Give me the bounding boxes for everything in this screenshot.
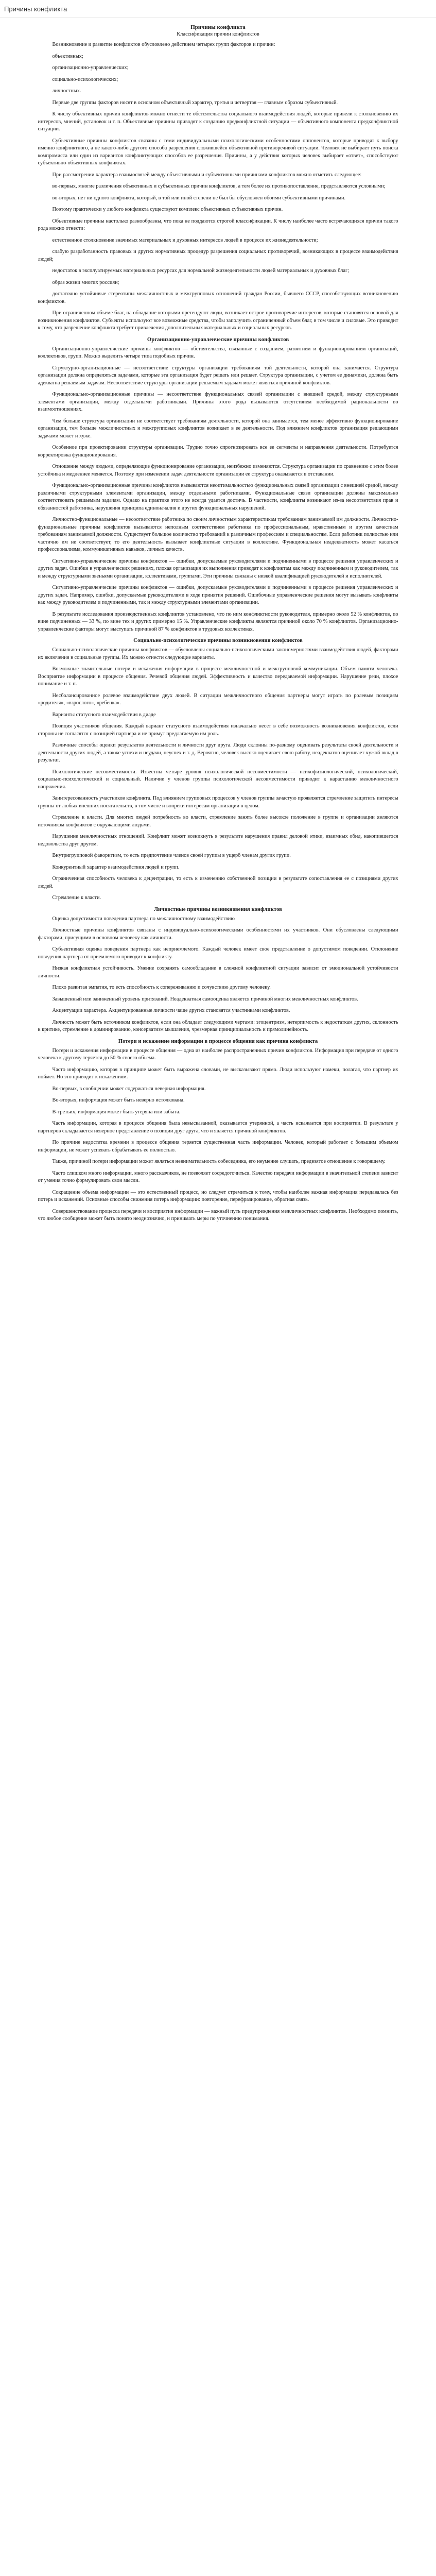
paragraph: Часто слишком много информации, много рассказчиков, не позволяет сосредоточиться. Качество передачи информации в значительной степени зависит от умения точно формулировать свои мысли.: [38, 1170, 398, 1183]
paragraph: Особенное при проектировании структуры организации. Трудно точно спрогнозировать все ее сегменты и направления деятельности. Потребуется корректировка функционирования.: [38, 445, 398, 458]
paragraph: Позиция участников общения. Каждый вариант статусного взаимодействия изначально несет в себе возможность возникновения конфликтов, если стороны не согласятся с позицией партнера и не примут предлагаемую им роль.: [38, 723, 398, 737]
paragraph: Также, причиной потери информации может являться невнимательность собеседника, его неумение слушать, предвзятое отношение к говорящему.: [52, 1159, 386, 1164]
paragraph: образ жизни многих россиян;: [52, 279, 119, 285]
paragraph: При ограниченном объеме благ, на обладание которыми претендуют люди, возникает острое противоречие интересов, которые становятся основой для возникновения конфликтов. Субъекты используют все возможные средства, чтобы заполучить ограниченный объем благ, в том числе и силовые. Это приводит к тому, что разрешение конфликта требует привлечения дополнительных материальных и социальных ресурсов.: [38, 310, 398, 331]
paragraph: социально-психологических;: [52, 76, 118, 82]
paragraph: Объективные причины настолько разнообразны, что пока не поддаются строгой классификации. К числу наиболее часто встречающихся причин такого рода можно отнести:: [38, 218, 398, 231]
section-heading: Социально-психологические причины возникновения конфликтов: [133, 637, 303, 643]
paragraph: личностных.: [52, 88, 81, 94]
paragraph: Внутригрупповой фаворитизм, то есть предпочтение членов своей группы в ущерб членам других групп.: [52, 853, 291, 858]
paragraph: В результате исследования производственных конфликтов установлено, что по ним конфликтности руководителя, примерно около 52 % конфликтов, по вине подчиненных — 33 %, по вине тех и других примерно 15 %. Управленческие конфликты являются причиной около 70 % конфликтов. Организационно-управленческие факторы могут выступать причиной 87 % конфликтов в трудовых коллективах.: [38, 611, 398, 632]
paragraph: Стремление к власти. Для многих людей потребность во власти, стремление занять более высокое положение в группе и организации являются источником конфликтов с окружающими людьми.: [38, 815, 398, 828]
paragraph: Низкая конфликтная устойчивость. Умение сохранять самообладание в сложной конфликтной ситуации зависит от эмоциональной устойчивости личности.: [38, 965, 398, 979]
paragraph: В-третьих, информация может быть утеряна или забыта.: [52, 1109, 181, 1115]
paragraph: во-вторых, нет ни одного конфликта, который, в той или иной степени не был бы обусловлен обоими субъективными причинами.: [52, 195, 346, 201]
paragraph: Личность может быть источником конфликтов, если она обладает следующими чертами: эгоцентризм, нетерпимость к недостаткам других, склонность к критике, стремление к доминированию, консерватизм мышления, чрезмерная принципиальность и прямолинейность.: [38, 1019, 398, 1032]
paragraph: Возможные значительные потери и искажения информации в процессе межличностной и межгрупповой коммуникации. Объем памяти человека. Восприятие информации в процессе общения. Речевой общения людей. Эффективность и качество передаваемой информации. Нарушение речи, плохое понимание и т. п.: [38, 666, 398, 687]
window-titlebar: [0, 0, 436, 18]
paragraph: Возникновение и развитие конфликтов обусловлено действием четырех групп факторов и причин:: [52, 42, 275, 47]
paragraph: Поэтому практически у любого конфликта существуют комплекс объективных субъективных причин.: [52, 207, 283, 212]
document-content: [38, 22, 398, 2576]
paragraph: По причине недостатка времени в процессе общения теряется существенная часть информации. Человек, который работает с большим объемом информации, не может успевать обрабатывать ее полностью.: [38, 1140, 398, 1153]
paragraph: объективных;: [52, 53, 83, 59]
paragraph: Плохо развитая эмпатия, то есть способность к сопереживанию и сочувствию другому человеку.: [52, 985, 271, 990]
paragraph: Субъективная оценка поведения партнера как неприемлемого. Каждый человек имеет свое представление о допустимом поведении. Отклонение поведения партнера от приемлемого приводит к конфликту.: [38, 946, 398, 960]
paragraph: При рассмотрении характера взаимосвязей между объективными и субъективными причинами конфликтов можно отметить следующее:: [52, 172, 362, 178]
paragraph: Часть информации, которая в процессе общения была невысказанной, оказывается утерянной, а часть искажается при восприятии. В результате у партнеров складывается неверное представление о позиции друг друга, что и является причиной конфликтов.: [38, 1121, 398, 1134]
paragraph: Функционально-организационные причины конфликтов вызываются неоптимальностью функциональных связей организации с внешней средой, между различными структурными элементами организации, между отдельными работниками. Функциональные связи организации должны максимально соответствовать решаемым задачам. Однако на практике этого не всегда удается достичь. В частности, конфликты возникают из-за несоответствия прав и обязанностей работника, нарушения принципа единоначалия и других функциональных нарушений.: [38, 483, 398, 511]
paragraph: слабую разработанность правовых и других нормативных процедур разрешения социальных противоречий, возникающих в процессе взаимодействия людей;: [38, 249, 398, 262]
paragraph: Во-первых, в сообщении может содержаться неверная информация.: [52, 1086, 206, 1092]
paragraph: Оценка допустимости поведения партнера по межличностному взаимодействию: [52, 916, 235, 922]
paragraph: Социально-психологические причины конфликтов — обусловлены социально-психологическими закономерностями взаимодействия людей, факторами их включения в социальные группы. Их можно отнести следующие варианты.: [38, 647, 398, 660]
paragraph: Отношение между людьми, определяющие функционирование организации, неизбежно изменяются. Структура организации по сравнению с этим более устойчива и медленнее меняется. Поэтому при изменении задач деятельности организации ее структура оказывается в отставании.: [38, 464, 398, 477]
paragraph: организационно-управленческих;: [52, 65, 129, 71]
paragraph: Ситуативно-управленческие причины конфликтов — ошибки, допускаемые руководителями и подчиненными в процессе решения управленческих и других задач. Например, ошибки, допускаемые руководителями в ходе принятия решений. Ошибочные управленческие решения могут вызывать конфликты как между руководителем и подчиненными, так и между структурными элементами организации.: [38, 585, 398, 605]
paragraph: недостаток в эксплуатируемых материальных ресурсах для нормальной жизнедеятельности людей материальных и духовных благ;: [52, 268, 350, 274]
paragraph: Завышенный или заниженный уровень притязаний. Неадекватная самооценка является причиной многих межличностных конфликтов.: [52, 996, 358, 1002]
paragraph: Личностные причины конфликтов связаны с индивидуально-психологическими особенностями их участников. Они обусловлены следующими факторами, присущими в основном человеку как личности.: [38, 927, 398, 941]
section-heading: Организационно-управленческие причины конфликтов: [147, 336, 289, 343]
paragraph: Акцентуации характера. Акцентуированные личности чаще других становятся участниками конфликтов.: [52, 1008, 290, 1013]
paragraph: Совершенствование процесса передачи и восприятия информации — важный путь предупреждения межличностных конфликтов. Необходимо помнить, что любое сообщение может быть понято неоднозначно, и принимать меры по уточнению понимания.: [38, 1208, 398, 1222]
paragraph: Во-вторых, информация может быть неверно истолкована.: [52, 1097, 185, 1103]
document-title: Причины конфликта: [190, 24, 246, 30]
paragraph: Первые две группы факторов носят в основном объективный характер, третья и четвертая — главным образом субъективный.: [52, 99, 338, 106]
paragraph: Заинтересованность участников конфликта. Под влиянием групповых процессов у членов группы зачастую проявляется стремление защитить интересы группы от любых внешних посягательств, в том числе и вопреки интересам организации в целом.: [38, 795, 398, 809]
paragraph: Сокращение объема информации — это естественный процесс, но следует стремиться к тому, чтобы наиболее важная информация передавалась без потерь и искажений. Основные способы снижения потерь информации: повторение, перефразирование, обратная связь.: [38, 1189, 398, 1202]
paragraph: достаточно устойчивые стереотипы межличностных и межгрупповых отношений граждан России, бывшего СССР, способствующих возникновению конфликтов.: [38, 291, 398, 304]
document-page: [38, 18, 398, 2576]
section-heading: Личностные причины возникновения конфликтов: [154, 906, 282, 912]
paragraph: Структурно-организационные — несоответствие структуры организации требованиям той деятельности, которой она занимается. Структура организации должна определяться задачами, которые эта организация будет решать или решает. Структура организации, с учетом ее динамики, должна быть адекватна решаемым задачам. Несоответствие структуры организации решаемым задачам может являться причиной конфликтов.: [38, 365, 398, 386]
paragraph: Конкурентный характер взаимодействия людей и групп.: [52, 864, 180, 870]
paragraph: Организационно-управленческие причины конфликтов — обстоятельства, связанные с созданием, развитием и функционированием организаций, коллективов, групп. Можно выделить четыре типа подобных причин.: [38, 346, 398, 359]
paragraph: Стремление к власти.: [52, 895, 101, 901]
paragraph: во-первых, многие различения объективных и субъективных причин конфликтов, а тем более их противопоставление, представляются условными;: [52, 183, 386, 189]
paragraph: Ограниченная способность человека к децентрации, то есть к изменению собственной позиции в результате сопоставления ее с позициями других людей.: [38, 876, 398, 889]
paragraph: Потери и искажения информации в процессе общения — одна из наиболее распространенных причин конфликтов. Информация при передаче от одного человека к другому теряется до 50 % своего объема.: [38, 1047, 398, 1061]
section-heading: Потери и искажение информации в процессе общения как причина конфликта: [118, 1038, 318, 1044]
paragraph: К числу объективных причин конфликтов можно отнести те обстоятельства социального взаимодействия людей, которые привели к столкновению их интересов, мнений, установок и т. п. Объективные причины приводят к созданию предконфликтной ситуации — объективного компонента предконфликтной ситуации.: [38, 111, 398, 132]
paragraph: Часто информацию, которая в принципе может быть выражена словами, не высказывают прямо. Люди используют намеки, полагая, что партнер их поймет. Но это приводит к искажениям.: [38, 1066, 398, 1080]
window-title: Причины конфликта: [4, 5, 67, 13]
document-subtitle: Классификация причин конфликтов: [177, 31, 259, 37]
paragraph: Личностно-функциональные — несоответствие работника по своим личностным характеристикам требованиям занимаемой им должности. Личностно-функциональные причины конфликтов вызываются неполным соответствием работника по профессиональным, нравственным и другим качествам требованиям занимаемой должности. Существует большое количество требований к различным профессиям и специальностям. Если работник полностью или частично им не соответствует, то его деятельность вызывает конфликтные ситуации в коллективе. Функциональная неадекватность может касаться профессионализма, коммуникативных навыков, личных качеств.: [38, 517, 398, 552]
paragraph: Чем больше структура организации не соответствует требованиям деятельности, которой она занимается, тем менее эффективно функционирование организации, тем больше межличностных и межгрупповых конфликтов возникает в ее деятельности. Под влиянием конфликтов организация решающими задачами может и хуже.: [38, 418, 398, 439]
document-body: [38, 41, 398, 1223]
paragraph: Ситуативно-управленческие причины конфликтов — ошибки, допускаемые руководителями и подчиненными в процессе решения управленческих и других задач. Ошибки в управленческих решениях, плохая организация их выполнения приводят к конфликтам как между подчиненным и руководителем, так и между структурными звеньями организации, коллективами, группами. Эти причины связаны с низкой квалификацией руководителей и исполнителей.: [38, 558, 398, 579]
paragraph: Нарушение межличностных отношений. Конфликт может возникнуть в результате нарушения правил деловой этики, взаимных обид, накопившегося недовольства друг другом.: [38, 834, 398, 847]
paragraph: Субъективные причины конфликтов связаны с теми индивидуальными психологическими особенностями оппонентов, которые приводят к выбору именно конфликтного, а не какого-либо другого способа разрешения сложившейся объективной противоречивой ситуации. Человек не выбирает путь поиска компромисса или один из вариантов конфликтующих способов ее разрешения. Причины, а у действия которых человек выбирает «ответ», способствуют субъективно-объективных конфликтах.: [38, 138, 398, 166]
paragraph: естественное столкновение значимых материальных и духовных интересов людей в процессе их жизнедеятельности;: [52, 237, 318, 243]
paragraph: Различные способы оценки результатов деятельности и личности друг друга. Люди склонны по-разному оценивать результаты своей деятельности и деятельности других людей, а также успехи и неудачи, неуспех и т. д. Вероятно, человек высоко оценивает свою работу, неадекватно оценивает чужой вклад в результат.: [38, 742, 398, 763]
paragraph: Психологические несовместимости. Известны четыре уровня психологической несовместимости — психофизиологический, психологический, социально-психологический и социальный. Наличие у членов группы психологической несовместимости приводит к нарастанию межличностного напряжения.: [38, 769, 398, 790]
paragraph: Несбалансированное ролевое взаимодействие двух людей. В ситуации межличностного общения партнеры могут играть по ролевым позициям «родителя», «взрослого», «ребенка».: [38, 692, 398, 706]
paragraph: Варианты статусного взаимодействия в диаде: [52, 711, 156, 718]
paragraph: Функционально-организационные причины — несоответствие функциональных связей организации с внешней средой, между структурными элементами организации, между отдельными работниками. Причины этого рода вызываются отсутствием необходимой рациональности во взаимоотношениях.: [38, 392, 398, 412]
